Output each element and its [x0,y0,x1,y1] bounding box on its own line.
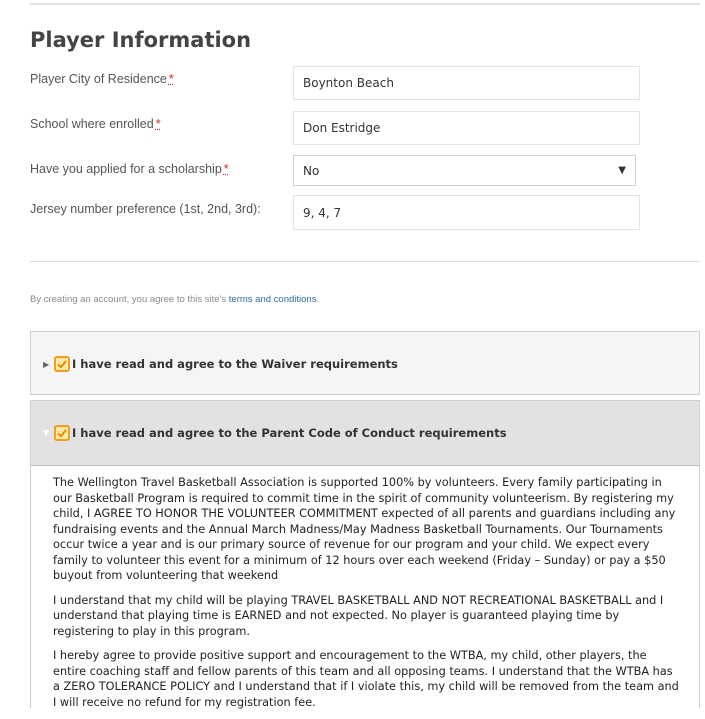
waiver-panel [30,331,700,395]
jersey-input[interactable]: 9, 4, 7 [293,195,640,230]
waiver-panel-header[interactable] [31,332,699,396]
terms-link[interactable]: terms and conditions [228,294,317,305]
conduct-paragraph: I hereby agree to provide positive support and encouragement to the WTBA, my child, other players, the entire coaching staff and fellow parents of this team and all opposing teams. I understand that the WTBA has a ZERO TOLERANCE POLICY and I understand that if I violate this, my child will be removed from the team and I will receive no refund for my registration fee. [53,649,679,709]
top-divider [30,3,700,5]
caret-right-icon[interactable]: ▶ [43,359,50,369]
waiver-label: I have read and agree to the Waiver requirements [72,357,398,371]
waiver-checkbox[interactable] [54,356,70,372]
required-marker: * [155,117,161,131]
terms-note: By creating an account, you agree to this site's terms and conditions. [30,294,320,305]
conduct-paragraph: The Wellington Travel Basketball Association is supported 100% by volunteers. Every family participating in our Basketball Program is required to commit time in the spirit of community volunteerism. By registering my child, I AGREE TO HONOR THE VOLUNTEER COMMITMENT expected of all parents and guardians including any fundraising events and the Annual March Madness/May Madness Basketball Tournaments. Our Tournaments occur twice a year and is our primary source of revenue for our program and your child. We expect every family to volunteer this event for a minimum of 12 hours over each weekend (Friday – Sunday) or pay a $50 buyout from volunteering that weekend [53,476,676,582]
conduct-panel [30,400,700,708]
section-divider [30,261,700,262]
school-input[interactable]: Don Estridge [293,111,640,145]
city-input[interactable]: Boynton Beach [293,66,640,100]
required-marker: * [223,162,229,176]
checkmark-icon [56,427,68,439]
required-marker: * [168,72,174,86]
conduct-paragraph: I understand that my child will be playing TRAVEL BASKETBALL AND NOT RECREATIONAL BASKETBALL and I understand that playing time is EARNED and not expected. No player is guaranteed playing time by registering to play in this program. [53,593,664,638]
section-title: Player Information [30,28,252,52]
scholarship-select[interactable]: No ▼ [293,155,636,186]
conduct-panel-header[interactable] [31,401,699,466]
conduct-checkbox[interactable] [54,425,70,441]
scholarship-label: Have you applied for a scholarship * [30,162,229,176]
conduct-label: I have read and agree to the Parent Code of Conduct requirements [72,426,507,440]
conduct-body [53,475,681,719]
jersey-label: Jersey number preference (1st, 2nd, 3rd): [30,202,261,216]
caret-down-icon[interactable]: ▼ [43,428,50,437]
city-label: Player City of Residence * [30,72,174,86]
checkmark-icon [56,358,68,370]
school-label: School where enrolled * [30,117,161,131]
caret-down-icon: ▼ [618,165,626,176]
